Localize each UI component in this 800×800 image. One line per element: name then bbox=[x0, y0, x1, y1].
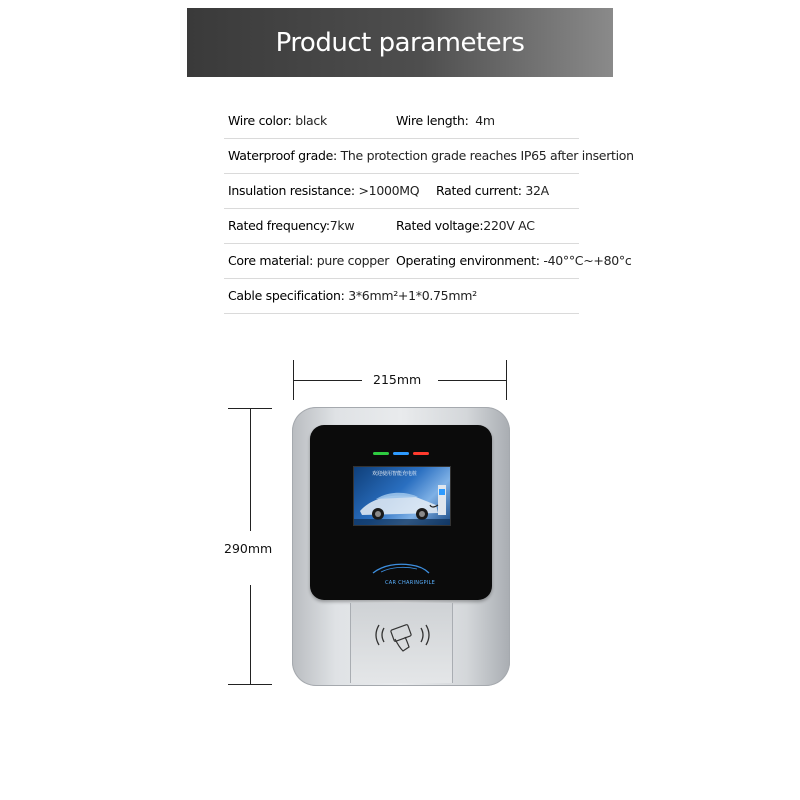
insulation-item bbox=[228, 183, 419, 198]
rated-voltage-label: Rated voltage: bbox=[396, 218, 484, 233]
wire-color-value: black bbox=[295, 113, 327, 128]
cable-spec-item bbox=[228, 288, 477, 303]
insulation-label: Insulation resistance: bbox=[228, 183, 355, 198]
status-led-green bbox=[373, 452, 389, 455]
param-row-core bbox=[224, 244, 632, 279]
cable-spec-value: 3*6mm²+1*0.75mm² bbox=[348, 288, 477, 303]
height-dimension-label: 290mm bbox=[224, 541, 273, 556]
charger-front-panel bbox=[310, 425, 492, 600]
page-title: Product parameters bbox=[275, 27, 525, 58]
operating-env-label: Operating environment: bbox=[396, 253, 540, 268]
wire-color-item bbox=[228, 113, 327, 128]
rated-frequency-label: Rated frequency: bbox=[228, 218, 330, 233]
param-row-cable bbox=[224, 279, 579, 314]
charger-device bbox=[292, 407, 510, 686]
rated-frequency-value: 7kw bbox=[329, 218, 355, 233]
rated-current-label: Rated current: bbox=[436, 183, 522, 198]
param-row-wire bbox=[224, 104, 579, 139]
rated-current-value: 32A bbox=[525, 183, 549, 198]
rated-frequency-item bbox=[228, 218, 354, 233]
param-row-waterproof bbox=[224, 139, 634, 174]
width-dimension-label: 215mm bbox=[373, 372, 422, 387]
height-dim-line-bottom bbox=[250, 585, 251, 684]
rated-current-item bbox=[436, 183, 549, 198]
operating-env-value: -40°°C~+80°c bbox=[543, 253, 632, 268]
param-row-frequency bbox=[224, 209, 579, 244]
car-logo-icon bbox=[371, 561, 431, 577]
param-row-insulation bbox=[224, 174, 579, 209]
screen-welcome-text: 欢迎使用智能充电桩 bbox=[372, 471, 418, 477]
rated-voltage-item bbox=[396, 218, 535, 233]
waterproof-label: Waterproof grade: bbox=[228, 148, 337, 163]
cable-spec-label: Cable specification: bbox=[228, 288, 345, 303]
charger-lower-panel bbox=[350, 603, 453, 683]
status-led-blue bbox=[393, 452, 409, 455]
wire-length-value: 4m bbox=[475, 113, 495, 128]
rfid-card-icon bbox=[351, 603, 454, 683]
waterproof-item bbox=[228, 148, 634, 163]
waterproof-value: The protection grade reaches IP65 after insertion bbox=[340, 148, 634, 163]
car-image-icon bbox=[354, 467, 451, 526]
insulation-value: >1000MQ bbox=[358, 183, 420, 198]
wire-length-label: Wire length: bbox=[396, 113, 469, 128]
operating-env-item bbox=[396, 253, 631, 268]
core-material-item bbox=[228, 253, 389, 268]
wire-color-label: Wire color: bbox=[228, 113, 292, 128]
brand-logo-text: CAR CHARINGPILE bbox=[385, 580, 436, 586]
wire-length-item bbox=[396, 113, 495, 128]
width-dim-line-right bbox=[438, 380, 506, 381]
header-banner bbox=[187, 8, 613, 77]
rated-voltage-value: 220V AC bbox=[483, 218, 535, 233]
core-material-value: pure copper bbox=[316, 253, 390, 268]
core-material-label: Core material: bbox=[228, 253, 314, 268]
width-dim-tick-right bbox=[506, 360, 507, 400]
width-dim-line-left bbox=[294, 380, 362, 381]
charger-display-screen bbox=[353, 466, 451, 526]
height-dim-tick-bottom bbox=[228, 684, 272, 685]
status-led-red bbox=[413, 452, 429, 455]
height-dim-line-top bbox=[250, 409, 251, 531]
